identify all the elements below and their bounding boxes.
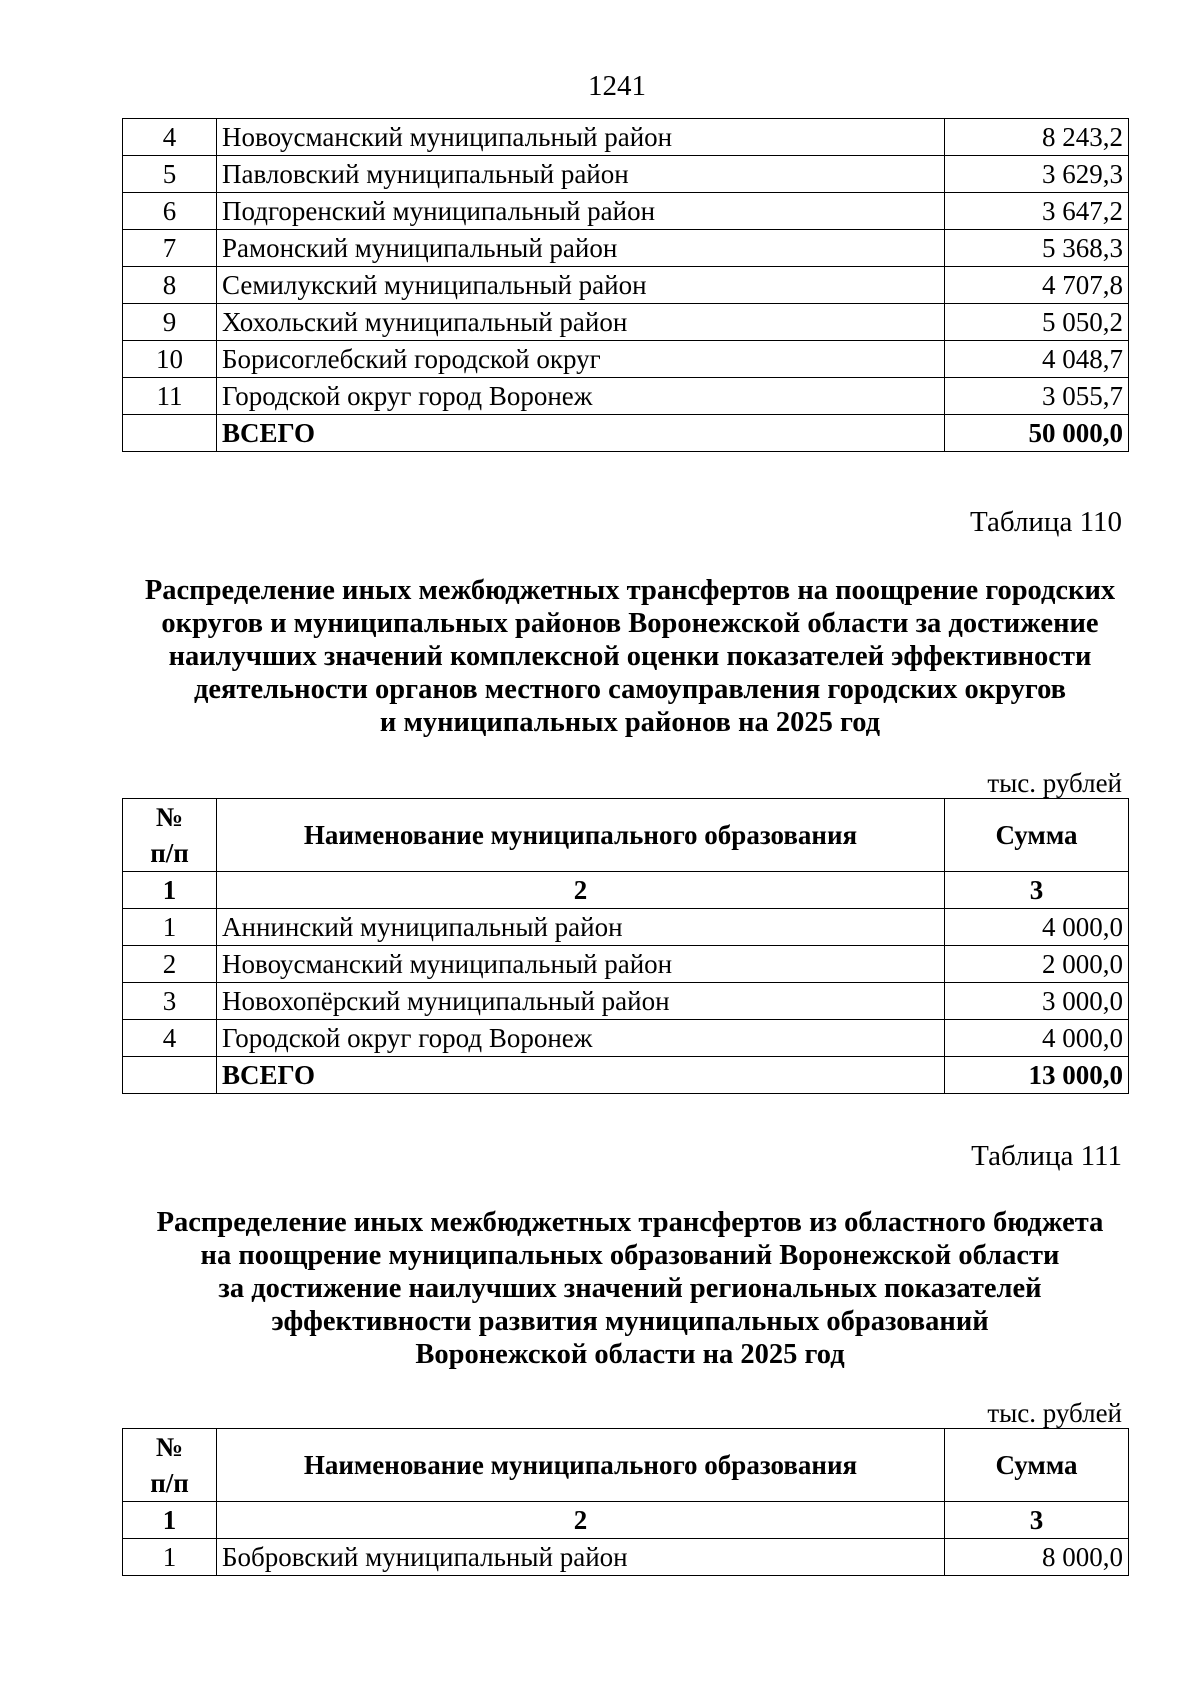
amount: 3 647,2	[945, 193, 1129, 230]
header-sum: Сумма	[945, 1429, 1129, 1502]
amount: 3 055,7	[945, 378, 1129, 415]
municipality-name: Новохопёрский муниципальный район	[217, 983, 945, 1020]
table-header	[123, 799, 1129, 872]
header-num: № п/п	[123, 799, 217, 872]
title-line: округов и муниципальных районов Воронежской области за достижение	[161, 608, 1099, 639]
title-line: Распределение иных межбюджетных трансфертов на поощрение городских	[144, 575, 1116, 606]
row-number: 11	[123, 378, 217, 415]
amount: 3 000,0	[945, 983, 1129, 1020]
amount: 2 000,0	[945, 946, 1129, 983]
table-row	[123, 156, 1129, 193]
municipality-name: Новоусманский муниципальный район	[217, 119, 945, 156]
total-row	[123, 415, 1129, 452]
municipality-name: Подгоренский муниципальный район	[217, 193, 945, 230]
amount: 4 000,0	[945, 1020, 1129, 1057]
amount: 8 000,0	[945, 1539, 1129, 1576]
title-line: Распределение иных межбюджетных трансфертов из областного бюджета	[156, 1207, 1104, 1238]
title-line: Воронежской области на 2025 год	[415, 1339, 845, 1370]
row-number: 6	[123, 193, 217, 230]
amount: 5 368,3	[945, 230, 1129, 267]
title-line: за достижение наилучших значений региональных показателей	[218, 1273, 1042, 1304]
header-name: Наименование муниципального образования	[217, 799, 945, 872]
column-index-row: 1 2 3	[123, 872, 1129, 909]
header-num: № п/п	[123, 1429, 217, 1502]
total-amount: 50 000,0	[945, 415, 1129, 452]
title-line: деятельности органов местного самоуправления городских округов	[193, 674, 1067, 705]
municipality-name: Рамонский муниципальный район	[217, 230, 945, 267]
table-110-label: Таблица 110	[970, 506, 1122, 538]
table-row	[123, 267, 1129, 304]
amount: 4 000,0	[945, 909, 1129, 946]
amount: 5 050,2	[945, 304, 1129, 341]
amount: 4 707,8	[945, 267, 1129, 304]
municipality-name: Павловский муниципальный район	[217, 156, 945, 193]
table-111	[122, 1428, 1129, 1576]
title-line: и муниципальных районов на 2025 год	[379, 707, 881, 738]
table-row	[123, 946, 1129, 983]
municipality-name: Городской округ город Воронеж	[217, 1020, 945, 1057]
table-111-unit: тыс. рублей	[987, 1398, 1122, 1428]
municipality-name: Хохольский муниципальный район	[217, 304, 945, 341]
total-row	[123, 1057, 1129, 1094]
row-number: 1	[123, 1539, 217, 1576]
municipality-name: Новоусманский муниципальный район	[217, 946, 945, 983]
row-number: 8	[123, 267, 217, 304]
page-number: 1241	[588, 70, 646, 102]
municipality-name: Аннинский муниципальный район	[217, 909, 945, 946]
table-row	[123, 1020, 1129, 1057]
municipality-name: Городской округ город Воронеж	[217, 378, 945, 415]
amount: 4 048,7	[945, 341, 1129, 378]
table-110-unit: тыс. рублей	[987, 768, 1122, 798]
header-name: Наименование муниципального образования	[217, 1429, 945, 1502]
municipality-name: Семилукский муниципальный район	[217, 267, 945, 304]
table-header	[123, 1429, 1129, 1502]
table-row	[123, 119, 1129, 156]
table-row	[123, 378, 1129, 415]
table-previous-continuation	[122, 118, 1129, 452]
row-number: 3	[123, 983, 217, 1020]
table-row	[123, 909, 1129, 946]
row-number: 9	[123, 304, 217, 341]
table-row	[123, 193, 1129, 230]
table-row	[123, 1539, 1129, 1576]
header-sum: Сумма	[945, 799, 1129, 872]
row-number: 2	[123, 946, 217, 983]
table-111-label: Таблица 111	[971, 1140, 1122, 1172]
row-number: 4	[123, 119, 217, 156]
table-row	[123, 983, 1129, 1020]
title-line: на поощрение муниципальных образований Воронежской области	[200, 1240, 1060, 1271]
total-label: ВСЕГО	[217, 415, 945, 452]
title-line: эффективности развития муниципальных образований	[271, 1306, 989, 1337]
municipality-name: Бобровский муниципальный район	[217, 1539, 945, 1576]
table-row	[123, 341, 1129, 378]
table-row	[123, 230, 1129, 267]
total-amount: 13 000,0	[945, 1057, 1129, 1094]
table-row	[123, 304, 1129, 341]
amount: 3 629,3	[945, 156, 1129, 193]
table-110-title	[92, 574, 1168, 739]
row-number: 5	[123, 156, 217, 193]
row-number: 10	[123, 341, 217, 378]
total-label: ВСЕГО	[217, 1057, 945, 1094]
amount: 8 243,2	[945, 119, 1129, 156]
row-number: 1	[123, 909, 217, 946]
table-110	[122, 798, 1129, 1094]
row-number: 4	[123, 1020, 217, 1057]
row-number: 7	[123, 230, 217, 267]
table-111-title	[92, 1206, 1168, 1371]
title-line: наилучших значений комплексной оценки показателей эффективности	[168, 641, 1092, 672]
municipality-name: Борисоглебский городской округ	[217, 341, 945, 378]
column-index-row: 1 2 3	[123, 1502, 1129, 1539]
